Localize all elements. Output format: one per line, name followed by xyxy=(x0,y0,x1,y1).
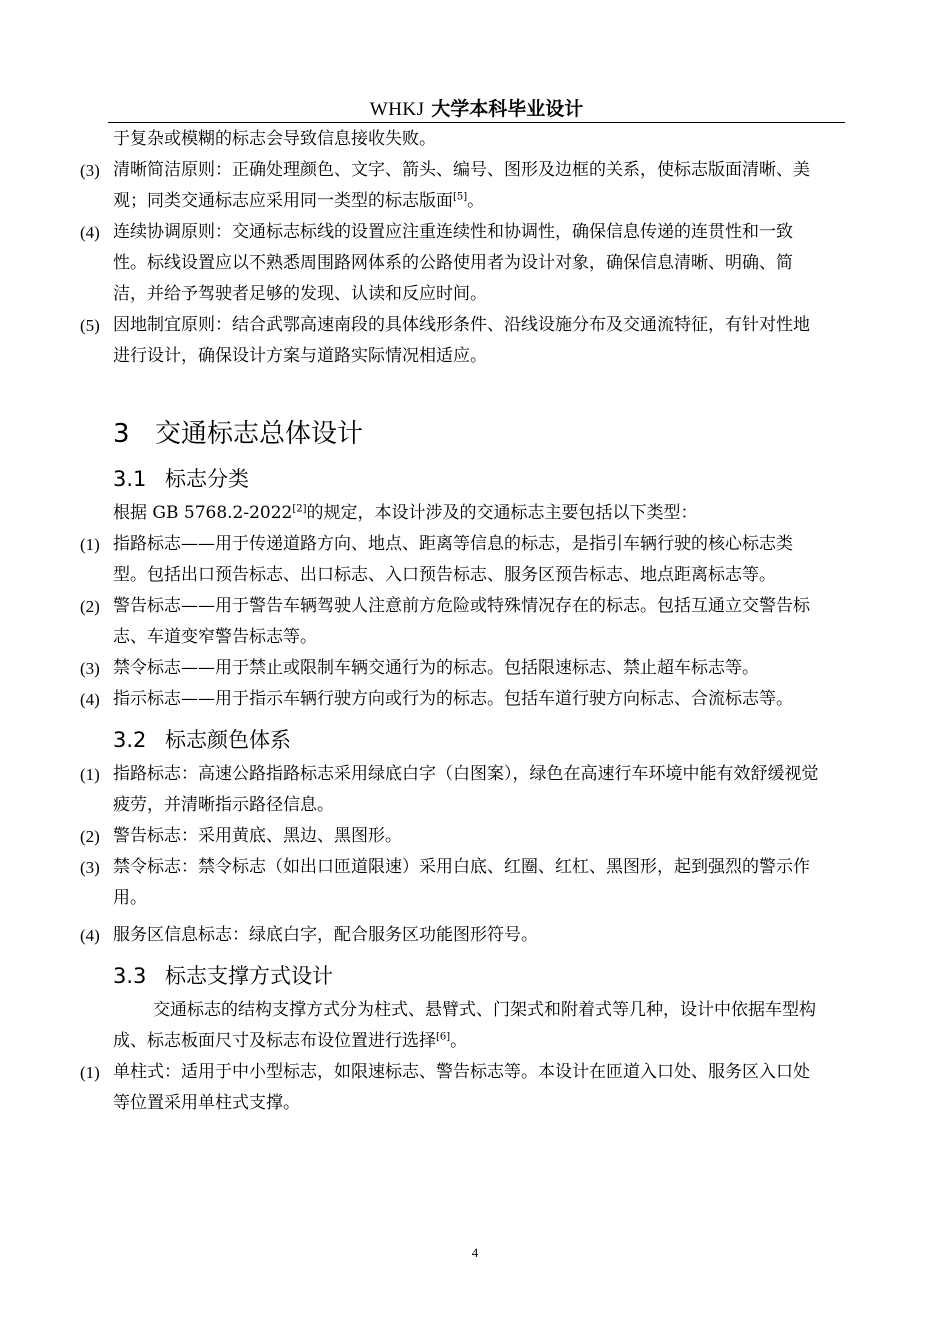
principle-item-5 xyxy=(80,310,825,372)
section-lead: 交通标志的结构支撑方式分为柱式、悬臂式、门架式和附着式等几种，设计中依据车型构成、标志板面尺寸及标志布设位置进行选择[6]。 xyxy=(113,1000,816,1051)
list-number: (4) xyxy=(80,223,100,242)
list-number: (2) xyxy=(80,597,100,616)
list-number: (1) xyxy=(80,765,100,784)
page-header xyxy=(108,96,845,123)
chapter-heading: 3 交通标志总体设计 xyxy=(113,419,364,449)
section-heading-3-2: 3.2 标志颜色体系 xyxy=(113,728,291,752)
principle-item-4 xyxy=(80,217,825,310)
list-item xyxy=(80,529,825,591)
list-text: 单柱式：适用于中小型标志，如限速标志、警告标志等。本设计在匝道入口处、服务区入口处等位置采用单柱式支撑。 xyxy=(113,1062,810,1113)
list-text: 连续协调原则：交通标志标线的设置应注重连续性和协调性，确保信息传递的连贯性和一致性。标线设置应以不熟悉周围路网体系的公路使用者为设计对象，确保信息清晰、明确、简洁，并给予驾驶者足够的发现、认读和反应时间。 xyxy=(113,222,793,304)
section-heading-3-3: 3.3 标志支撑方式设计 xyxy=(113,964,333,988)
header-title: 大学本科毕业设计 xyxy=(431,98,584,120)
list-number: (1) xyxy=(80,535,100,554)
list-text: 指示标志——用于指示车辆行驶方向或行为的标志。包括车道行驶方向标志、合流标志等。 xyxy=(113,689,793,709)
section-heading-3-1: 3.1 标志分类 xyxy=(113,467,249,491)
section-lead: 根据 GB 5768.2-2022[2]的规定，本设计涉及的交通标志主要包括以下类型： xyxy=(113,503,698,523)
list-number: (3) xyxy=(80,858,100,877)
document-body xyxy=(80,124,825,1119)
citation: [5] xyxy=(453,191,468,203)
list-item xyxy=(80,684,825,715)
citation: [2] xyxy=(292,503,307,515)
list-text: 指路标志：高速公路指路标志采用绿底白字（白图案），绿色在高速行车环境中能有效舒缓视觉疲劳，并清晰指示路径信息。 xyxy=(113,764,819,815)
list-item xyxy=(80,653,825,684)
list-text: 警告标志——用于警告车辆驾驶人注意前方危险或特殊情况存在的标志。包括互通立交警告标志、车道变窄警告标志等。 xyxy=(113,596,810,647)
list-text: 指路标志——用于传递道路方向、地点、距离等信息的标志，是指引车辆行驶的核心标志类型。包括出口预告标志、出口标志、入口预告标志、服务区预告标志、地点距离标志等。 xyxy=(113,534,793,585)
header-latin: WHKJ xyxy=(369,99,425,120)
list-number: (4) xyxy=(80,690,100,709)
list-text: 警告标志：采用黄底、黑边、黑图形。 xyxy=(113,826,402,846)
list-text: 服务区信息标志：绿底白字，配合服务区功能图形符号。 xyxy=(113,925,538,945)
citation: [6] xyxy=(436,1031,451,1043)
list-item xyxy=(80,591,825,653)
list-number: (4) xyxy=(80,926,100,945)
list-item xyxy=(80,920,825,951)
list-text: 禁令标志：禁令标志（如出口匝道限速）采用白底、红圈、红杠、黑图形，起到强烈的警示作用。 xyxy=(113,857,810,908)
list-text: 清晰简洁原则：正确处理颜色、文字、箭头、编号、图形及边框的关系，使标志版面清晰、美观；同类交通标志应采用同一类型的标志版面[5]。 xyxy=(113,160,810,211)
list-text: 因地制宜原则：结合武鄂高速南段的具体线形条件、沿线设施分布及交通流特征，有针对性地进行设计，确保设计方案与道路实际情况相适应。 xyxy=(113,315,810,366)
list-number: (5) xyxy=(80,316,100,335)
list-item xyxy=(80,1057,825,1119)
list-item xyxy=(80,821,825,852)
list-number: (1) xyxy=(80,1063,100,1082)
principle-item-3 xyxy=(80,155,825,217)
page-number: 4 xyxy=(471,1245,479,1260)
list-item xyxy=(80,759,825,821)
continuation-line: 于复杂或模糊的标志会导致信息接收失败。 xyxy=(113,129,436,149)
list-item xyxy=(80,852,825,914)
list-number: (2) xyxy=(80,827,100,846)
list-text: 禁令标志——用于禁止或限制车辆交通行为的标志。包括限速标志、禁止超车标志等。 xyxy=(113,658,759,678)
list-number: (3) xyxy=(80,659,100,678)
list-number: (3) xyxy=(80,161,100,180)
